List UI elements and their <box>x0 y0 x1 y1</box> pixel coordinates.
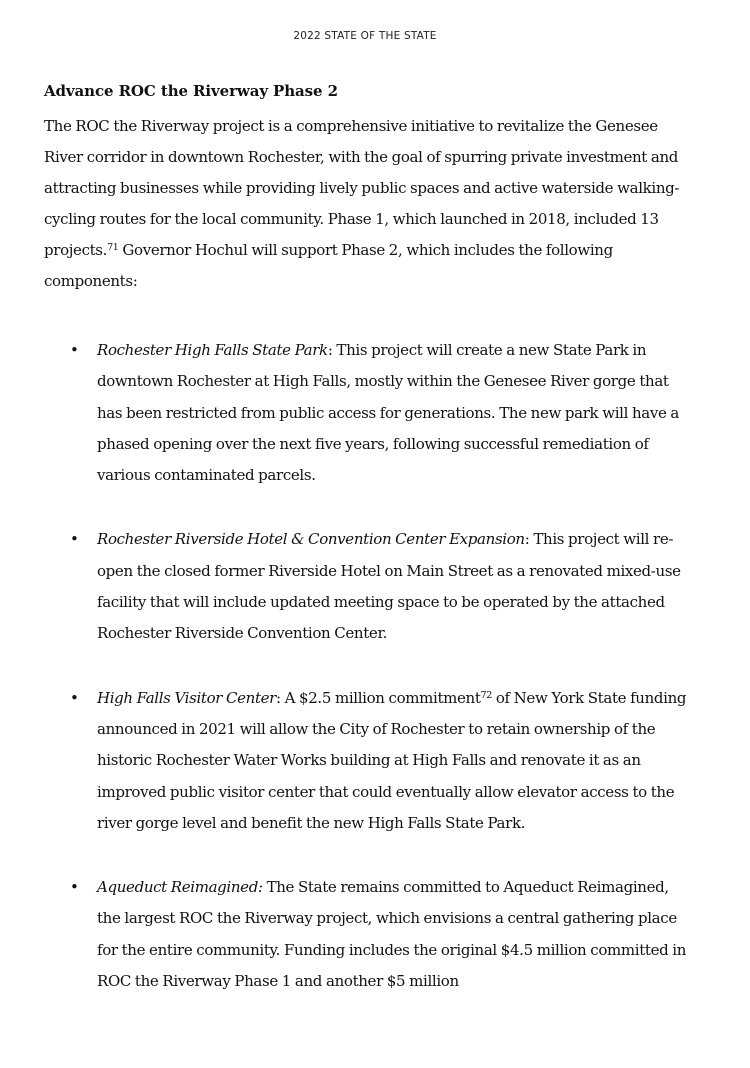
intro-text-continued: Governor Hochul will support Phase 2, which includes the following components: <box>44 241 613 290</box>
intro-paragraph <box>44 111 694 297</box>
footnote-ref-72[interactable]: 72 <box>480 689 492 701</box>
bullet-icon: • <box>70 341 79 359</box>
footnote-ref-71[interactable]: 71 <box>107 242 119 253</box>
component-description: : A $2.5 million commitment <box>276 688 481 707</box>
list-item <box>44 524 694 649</box>
bullet-icon: • <box>70 530 79 549</box>
component-description: : This project will create a new State Park in downtown Rochester at High Falls, mostly within the Genesee River gorge that has been restricted from public access for generations. The new park will have a phased opening over the next five years, following successful remediation of various contaminated parcels. <box>97 341 680 485</box>
components-list <box>44 335 694 997</box>
section-title: Advance ROC the Riverway Phase 2 <box>44 82 338 100</box>
component-name: Rochester Riverside Hotel & Convention Center Expansion <box>97 530 525 549</box>
bullet-icon: • <box>70 878 79 897</box>
intro-text: The ROC the Riverway project is a comprehensive initiative to revitalize the Genesee River corridor in downtown Rochester, with the goal of spurring private investment and attracting businesses while providing lively public spaces and active waterside walking-cycling routes for the local community. Phase 1, which launched in 2018, included 13 projects. <box>44 117 680 259</box>
component-description-continued: of New York State funding announced in 2021 will allow the City of Rochester to retain ownership of the historic Rochester Water Works building at High Falls and renovate it as an improved public visitor center that could eventually allow elevator access to the river gorge level and benefit the new High Falls State Park. <box>97 688 687 832</box>
component-description: The State remains committed to Aqueduct Reimagined, the largest ROC the Riverway project, which envisions a central gathering place for the entire community. Funding includes the original $4.5 million committed in ROC the Riverway Phase 1 and another $5 million <box>97 878 687 991</box>
component-name: Rochester High Falls State Park <box>97 341 328 359</box>
component-name: High Falls Visitor Center <box>97 688 277 707</box>
list-item <box>44 335 694 491</box>
component-name: Aqueduct Reimagined: <box>97 878 263 897</box>
running-header: 2022 STATE OF THE STATE <box>293 30 437 42</box>
list-item <box>44 872 694 997</box>
page-content <box>44 80 694 1030</box>
bullet-icon: • <box>70 688 79 707</box>
component-description: : This project will re-open the closed former Riverside Hotel on Main Street as a renovated mixed-use facility that will include updated meeting space to be operated by the attached Rochester Riverside Convention Center. <box>97 530 681 643</box>
list-item <box>44 683 694 839</box>
